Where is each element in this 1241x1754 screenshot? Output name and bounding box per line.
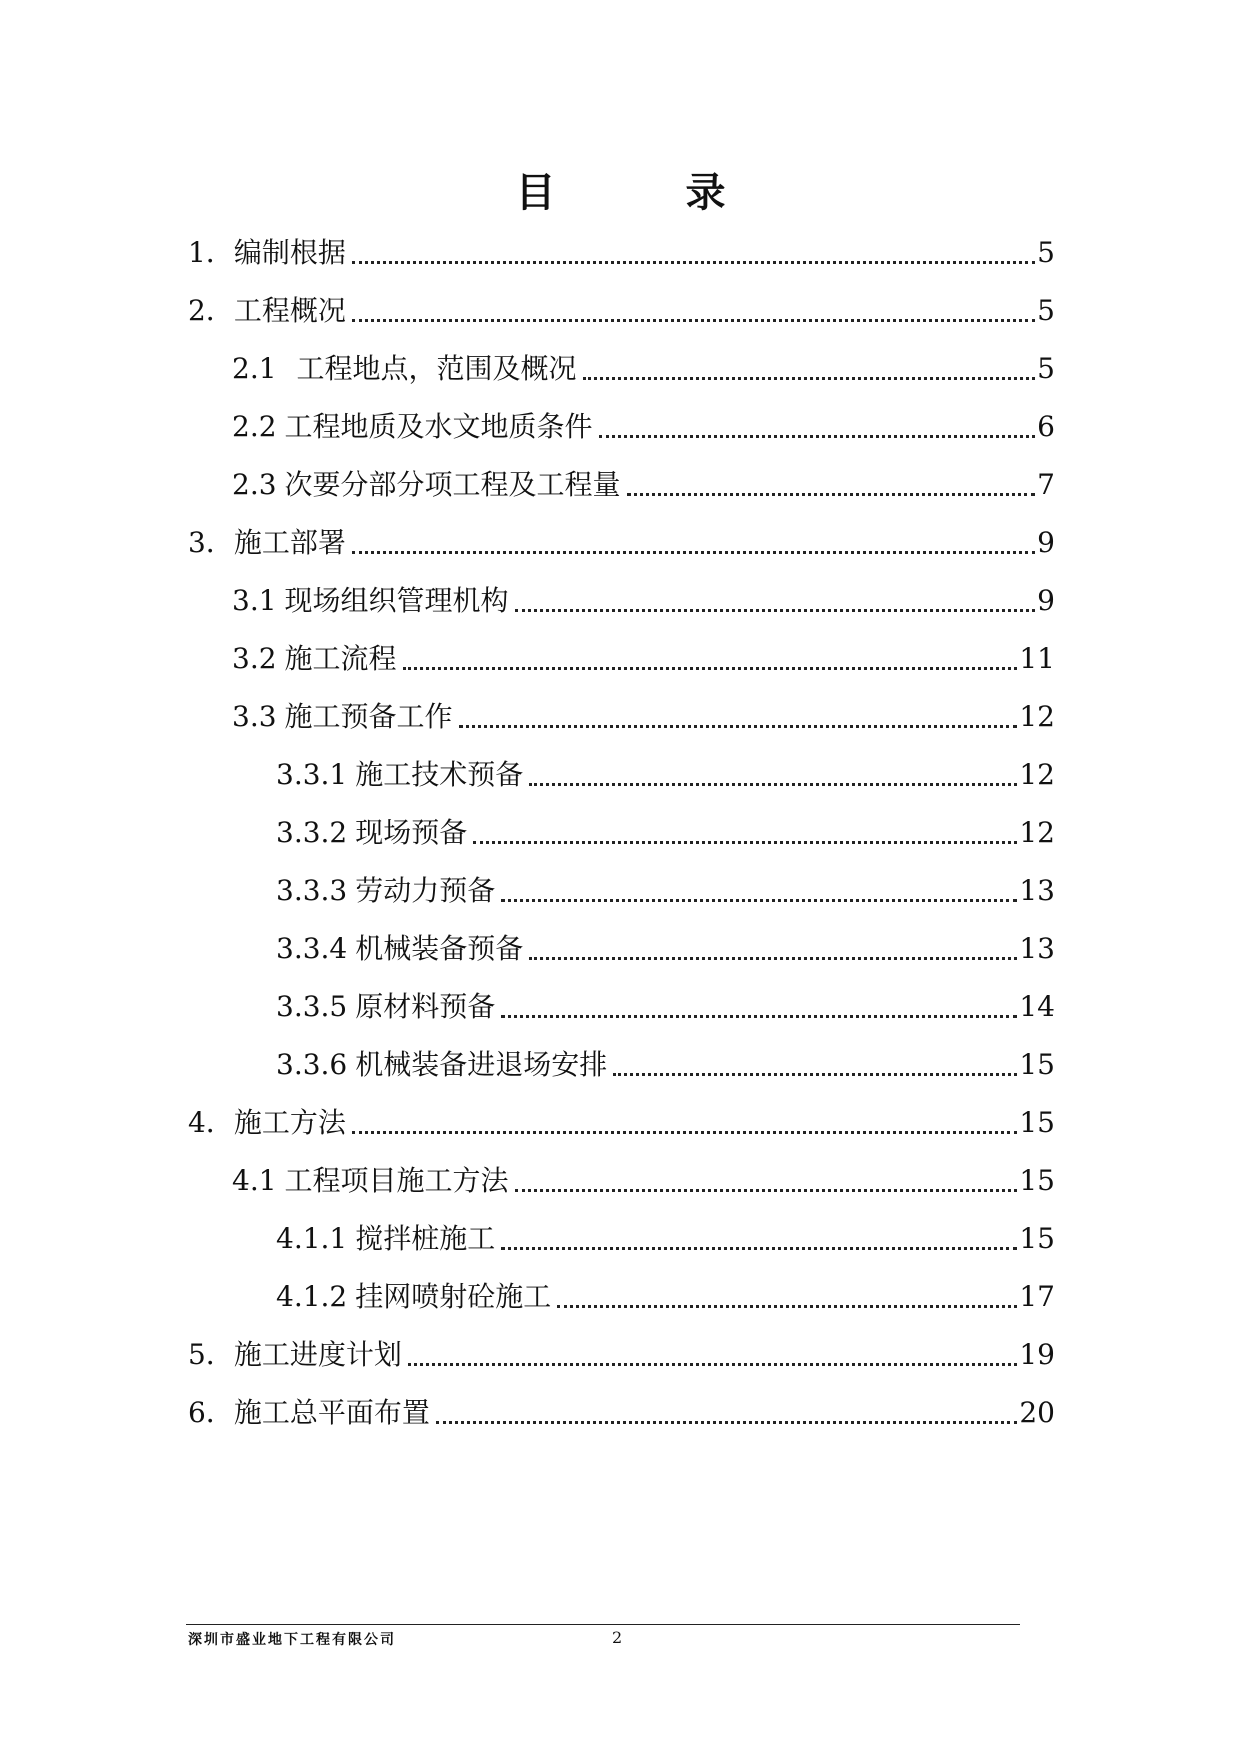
toc-leader-dots	[501, 899, 1017, 902]
toc-entry-number: 2.2	[232, 410, 277, 443]
toc-leader-dots	[529, 783, 1017, 786]
toc-leader-dots	[352, 261, 1035, 264]
toc-entry[interactable]	[276, 813, 1055, 853]
toc-entry-page: 13	[1019, 874, 1055, 907]
toc-entry-title: 编制根据	[233, 236, 346, 269]
toc-entry-page: 14	[1019, 990, 1055, 1023]
toc-entry-page: 12	[1019, 700, 1055, 733]
toc-entry[interactable]	[232, 407, 1055, 447]
toc-entry[interactable]	[188, 291, 1055, 331]
toc-entry-number: 2.1	[232, 352, 277, 385]
toc-entry-title: 施工预备工作	[284, 700, 453, 733]
toc-entry[interactable]	[188, 1393, 1055, 1433]
toc-entry-number: 3.3.4	[276, 932, 348, 965]
toc-entry-title: 施工流程	[284, 642, 397, 675]
toc-entry-page: 5	[1037, 294, 1055, 327]
toc-entry[interactable]	[232, 465, 1055, 505]
toc-entry-number: 6．	[188, 1396, 234, 1429]
toc-entry-number: 3.2	[232, 642, 277, 675]
toc-entry-title: 劳动力预备	[355, 874, 496, 907]
toc-entry-number: 2.3	[232, 468, 277, 501]
toc-leader-dots	[436, 1421, 1018, 1424]
toc-entry[interactable]	[188, 1335, 1055, 1375]
toc-entry-page: 9	[1037, 584, 1055, 617]
toc-leader-dots	[515, 609, 1036, 612]
toc-entry-page: 6	[1037, 410, 1055, 443]
toc-entry-title: 机械装备预备	[355, 932, 524, 965]
title-char-1: 目	[515, 170, 556, 216]
toc-leader-dots	[352, 1131, 1018, 1134]
toc-entry-title: 工程概况	[233, 294, 346, 327]
toc-entry-number: 2．	[188, 294, 234, 327]
toc-entry-page: 15	[1019, 1106, 1055, 1139]
toc-leader-dots	[627, 493, 1036, 496]
toc-leader-dots	[352, 319, 1035, 322]
toc-entry[interactable]	[188, 523, 1055, 563]
toc-entry-number: 5．	[188, 1338, 234, 1371]
toc-entry[interactable]	[276, 1219, 1055, 1259]
toc-entry-title: 施工部署	[233, 526, 346, 559]
toc-entry[interactable]	[276, 871, 1055, 911]
toc-entry[interactable]	[232, 581, 1055, 621]
toc-entry-title: 施工总平面布置	[233, 1396, 430, 1429]
toc-entry-page: 13	[1019, 932, 1055, 965]
footer-divider	[186, 1624, 1020, 1625]
toc-leader-dots	[529, 957, 1017, 960]
toc-entry-page: 12	[1019, 758, 1055, 791]
toc-entry-title: 现场预备	[355, 816, 468, 849]
toc-entry-number: 4.1.2	[276, 1280, 348, 1313]
toc-entry-page: 11	[1019, 642, 1055, 675]
toc-entry-number: 3．	[188, 526, 234, 559]
toc-leader-dots	[408, 1363, 1018, 1366]
toc-entry-page: 20	[1019, 1396, 1055, 1429]
toc-leader-dots	[515, 1189, 1018, 1192]
toc-entry[interactable]	[188, 233, 1055, 273]
toc-entry[interactable]	[276, 929, 1055, 969]
toc-entry-page: 15	[1019, 1164, 1055, 1197]
toc-entry-page: 19	[1019, 1338, 1055, 1371]
toc-entry-title: 工程项目施工方法	[284, 1164, 509, 1197]
toc-entry-number: 3.3.5	[276, 990, 348, 1023]
toc-entry-title: 原材料预备	[355, 990, 496, 1023]
toc-entry-number: 3.3.6	[276, 1048, 348, 1081]
toc-entry-number: 3.3.3	[276, 874, 348, 907]
toc-entry-page: 17	[1019, 1280, 1055, 1313]
toc-entry[interactable]	[232, 349, 1055, 389]
toc-entry[interactable]	[232, 639, 1055, 679]
toc-entry-number: 1．	[188, 236, 234, 269]
toc-entry-page: 15	[1019, 1222, 1055, 1255]
toc-entry-title: 工程地点，范围及概况	[296, 352, 577, 385]
toc-entry-title: 机械装备进退场安排	[355, 1048, 608, 1081]
toc-leader-dots	[557, 1305, 1017, 1308]
toc-entry-number: 3.3	[232, 700, 277, 733]
toc-entry[interactable]	[188, 1103, 1055, 1143]
toc-leader-dots	[599, 435, 1036, 438]
toc-leader-dots	[459, 725, 1018, 728]
toc-entry-title: 施工技术预备	[355, 758, 524, 791]
toc-entry[interactable]	[276, 1045, 1055, 1085]
toc-leader-dots	[613, 1073, 1017, 1076]
toc-leader-dots	[583, 377, 1036, 380]
toc-entry-title: 现场组织管理机构	[284, 584, 509, 617]
toc-entry-page: 7	[1037, 468, 1055, 501]
footer-company-name: 深圳市盛业地下工程有限公司	[188, 1632, 396, 1648]
toc-entry-number: 3.3.2	[276, 816, 348, 849]
toc-entry-title: 次要分部分项工程及工程量	[284, 468, 621, 501]
footer-page-number: 2	[612, 1628, 623, 1647]
toc-entry-page: 12	[1019, 816, 1055, 849]
toc-entry-page: 5	[1037, 352, 1055, 385]
toc-entry-page: 9	[1037, 526, 1055, 559]
toc-entry[interactable]	[232, 1161, 1055, 1201]
title-char-2: 录	[685, 170, 726, 216]
toc-entry[interactable]	[276, 1277, 1055, 1317]
toc-entry[interactable]	[276, 987, 1055, 1027]
toc-leader-dots	[403, 667, 1018, 670]
toc-entry-number: 4．	[188, 1106, 234, 1139]
toc-entry-number: 3.1	[232, 584, 277, 617]
toc-entry-title: 施工进度计划	[233, 1338, 402, 1371]
toc-entry-number: 4.1	[232, 1164, 277, 1197]
toc-entry-title: 搅拌桩施工	[355, 1222, 496, 1255]
toc-entry[interactable]	[276, 755, 1055, 795]
toc-entry-page: 5	[1037, 236, 1055, 269]
toc-entry-number: 3.3.1	[276, 758, 348, 791]
toc-entry-title: 挂网喷射砼施工	[355, 1280, 552, 1313]
toc-leader-dots	[501, 1015, 1017, 1018]
toc-leader-dots	[473, 841, 1017, 844]
toc-entry-page: 15	[1019, 1048, 1055, 1081]
toc-entry-title: 施工方法	[233, 1106, 346, 1139]
toc-leader-dots	[501, 1247, 1017, 1250]
toc-entry[interactable]	[232, 697, 1055, 737]
page-title	[0, 165, 1241, 221]
toc-leader-dots	[352, 551, 1035, 554]
toc-entry-number: 4.1.1	[276, 1222, 348, 1255]
toc-entry-title: 工程地质及水文地质条件	[284, 410, 593, 443]
